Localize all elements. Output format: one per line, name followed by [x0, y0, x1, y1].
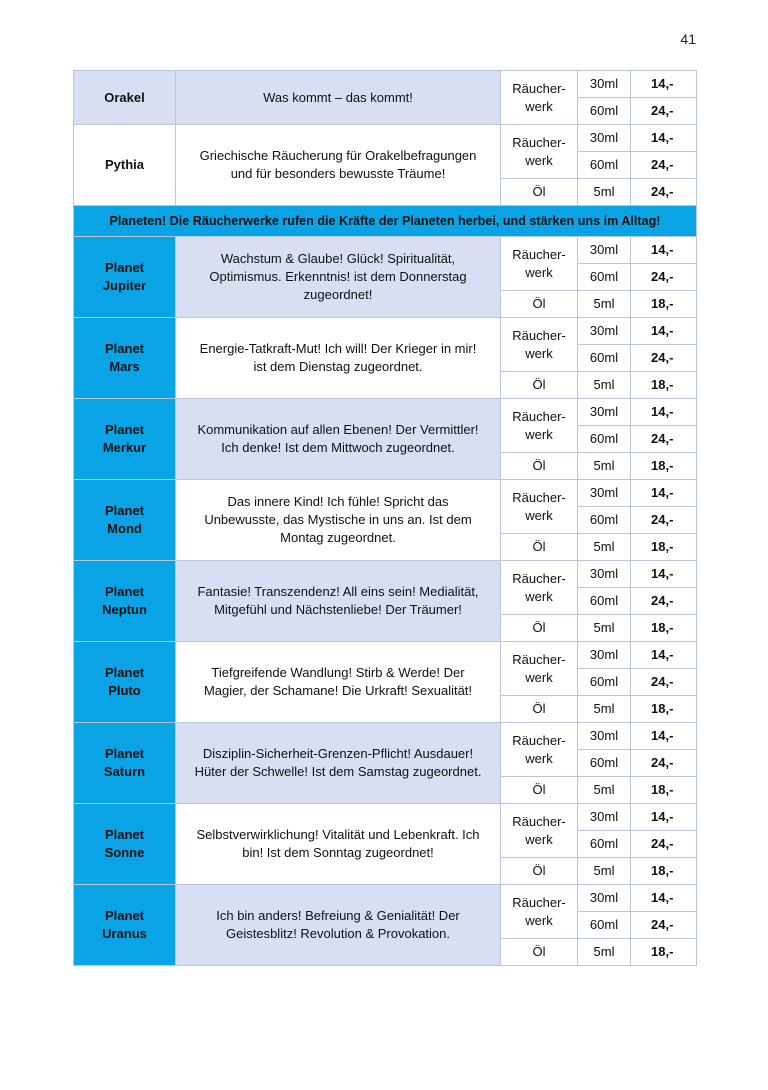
price-cell: 18,- — [631, 453, 697, 480]
price-cell: 24,- — [631, 98, 697, 125]
description-line: Kommunikation auf allen Ebenen! Der Vermittler! — [197, 422, 479, 437]
type-line: werk — [525, 588, 553, 604]
product-type — [501, 561, 578, 615]
planet-name-line: Mars — [109, 359, 140, 374]
planet-name-line: Planet — [104, 584, 144, 599]
type-line: Räucher- — [512, 651, 566, 667]
table-row-planet — [74, 480, 697, 507]
type-line: werk — [525, 264, 553, 280]
type-line: Räucher- — [512, 894, 566, 910]
table-row-orakel — [74, 71, 697, 98]
table-row-planet — [74, 561, 697, 588]
product-type — [501, 125, 578, 179]
planet-description — [176, 561, 501, 642]
price-cell: 18,- — [631, 372, 697, 399]
description-line: ist dem Dienstag zugeordnet. — [253, 359, 423, 374]
planet-name — [74, 885, 176, 966]
table-row-planet — [74, 318, 697, 345]
price-cell: 14,- — [631, 804, 697, 831]
description-line: Fantasie! Transzendenz! All eins sein! Medialität, — [197, 584, 479, 599]
size-cell: 30ml — [578, 723, 631, 750]
planet-name-line: Pluto — [108, 683, 141, 698]
price-cell: 24,- — [631, 588, 697, 615]
size-cell: 60ml — [578, 750, 631, 777]
product-type — [501, 642, 578, 696]
price-cell: 14,- — [631, 561, 697, 588]
price-cell: 14,- — [631, 399, 697, 426]
type-line: Räucher- — [512, 408, 566, 424]
planet-name — [74, 804, 176, 885]
description-line: Ich denke! Ist dem Mittwoch zugeordnet. — [221, 440, 455, 455]
planet-name-line: Planet — [104, 260, 144, 275]
oil-label: Öl — [501, 696, 578, 723]
type-line: werk — [525, 750, 553, 766]
size-cell: 60ml — [578, 912, 631, 939]
size-cell: 30ml — [578, 561, 631, 588]
description-line: Griechische Räucherung für Orakelbefragungen — [199, 148, 477, 163]
size-cell: 60ml — [578, 345, 631, 372]
size-cell: 5ml — [578, 534, 631, 561]
planet-name-line: Planet — [104, 746, 144, 761]
oil-label: Öl — [501, 291, 578, 318]
planet-name-line: Planet — [104, 341, 144, 356]
size-cell: 30ml — [578, 125, 631, 152]
planet-description — [176, 723, 501, 804]
size-cell: 60ml — [578, 98, 631, 125]
price-cell: 14,- — [631, 318, 697, 345]
size-cell: 5ml — [578, 696, 631, 723]
size-cell: 60ml — [578, 264, 631, 291]
description-line: Energie-Tatkraft-Mut! Ich will! Der Krieger in mir! — [199, 341, 477, 356]
description-line: Montag zugeordnet. — [280, 530, 396, 545]
page-number: 41 — [680, 31, 696, 47]
price-cell: 18,- — [631, 939, 697, 966]
product-type — [501, 804, 578, 858]
description-line: Mitgefühl und Nächstenliebe! Der Träumer! — [214, 602, 462, 617]
price-cell: 24,- — [631, 507, 697, 534]
type-line: Räucher- — [512, 246, 566, 262]
planet-name — [74, 642, 176, 723]
type-line: Räucher- — [512, 732, 566, 748]
product-type — [501, 399, 578, 453]
table-row-planet — [74, 885, 697, 912]
type-line: werk — [525, 152, 553, 168]
description-line: Magier, der Schamane! Die Urkraft! Sexualität! — [203, 683, 473, 698]
price-cell: 14,- — [631, 480, 697, 507]
planet-name — [74, 399, 176, 480]
description-line: Disziplin-Sicherheit-Grenzen-Pflicht! Ausdauer! — [202, 746, 474, 761]
type-line: Räucher- — [512, 327, 566, 343]
planet-name — [74, 237, 176, 318]
price-table — [73, 70, 697, 966]
description-line: Optimismus. Erkenntnis! ist dem Donnerstag — [209, 269, 467, 284]
product-type — [501, 71, 578, 125]
description-line: Unbewusste, das Mystische in uns an. Ist dem — [204, 512, 472, 527]
product-type — [501, 885, 578, 939]
planet-name-line: Uranus — [102, 926, 147, 941]
table-row-planet — [74, 804, 697, 831]
size-cell: 5ml — [578, 858, 631, 885]
size-cell: 60ml — [578, 152, 631, 179]
size-cell: 30ml — [578, 480, 631, 507]
type-line: werk — [525, 98, 553, 114]
size-cell: 60ml — [578, 669, 631, 696]
size-cell: 30ml — [578, 318, 631, 345]
planet-name-line: Neptun — [102, 602, 147, 617]
product-name-text: Pythia — [104, 157, 144, 172]
size-cell: 60ml — [578, 831, 631, 858]
type-line: werk — [525, 426, 553, 442]
table-row-pythia — [74, 125, 697, 152]
price-cell: 24,- — [631, 345, 697, 372]
planet-name-line: Planet — [104, 503, 144, 518]
oil-label: Öl — [501, 534, 578, 561]
description-text: Was kommt – das kommt! — [263, 89, 413, 105]
size-cell: 30ml — [578, 237, 631, 264]
type-line: werk — [525, 912, 553, 928]
description-line: Geistesblitz! Revolution & Provokation. — [226, 926, 450, 941]
product-description — [176, 71, 501, 125]
planet-name-line: Sonne — [104, 845, 145, 860]
type-line: Räucher- — [512, 80, 566, 96]
planet-name — [74, 723, 176, 804]
price-cell: 24,- — [631, 264, 697, 291]
size-cell: 60ml — [578, 426, 631, 453]
description-line: Tiefgreifende Wandlung! Stirb & Werde! Der — [211, 665, 465, 680]
table-row-planet — [74, 723, 697, 750]
price-cell: 18,- — [631, 291, 697, 318]
planet-description — [176, 642, 501, 723]
description-line: Wachstum & Glaube! Glück! Spiritualität, — [220, 251, 456, 266]
description-line: Das innere Kind! Ich fühle! Spricht das — [227, 494, 449, 509]
description-line: und für besonders bewusste Träume! — [230, 166, 446, 181]
price-cell: 18,- — [631, 858, 697, 885]
size-cell: 30ml — [578, 804, 631, 831]
size-cell: 30ml — [578, 642, 631, 669]
price-cell: 24,- — [631, 750, 697, 777]
price-cell: 18,- — [631, 777, 697, 804]
price-cell: 14,- — [631, 71, 697, 98]
size-cell: 5ml — [578, 777, 631, 804]
description-line: bin! Ist dem Sonntag zugeordnet! — [242, 845, 434, 860]
price-cell: 24,- — [631, 912, 697, 939]
planet-name — [74, 480, 176, 561]
planet-name-line: Planet — [104, 827, 144, 842]
price-cell: 14,- — [631, 125, 697, 152]
product-type — [501, 723, 578, 777]
type-line: Räucher- — [512, 134, 566, 150]
planet-description — [176, 804, 501, 885]
type-line: werk — [525, 507, 553, 523]
type-line: werk — [525, 669, 553, 685]
description-line: Ich bin anders! Befreiung & Genialität! Der — [216, 908, 460, 923]
table-row-planet — [74, 399, 697, 426]
oil-label: Öl — [501, 453, 578, 480]
price-cell: 18,- — [631, 615, 697, 642]
planet-name-line: Jupiter — [102, 278, 147, 293]
oil-label: Öl — [501, 858, 578, 885]
size-cell: 5ml — [578, 291, 631, 318]
banner-row — [74, 206, 697, 237]
planet-name-line: Saturn — [103, 764, 146, 779]
oil-label: Öl — [501, 939, 578, 966]
oil-label: Öl — [501, 777, 578, 804]
planet-description — [176, 318, 501, 399]
price-cell: 24,- — [631, 152, 697, 179]
type-line: Räucher- — [512, 813, 566, 829]
planet-name-line: Planet — [104, 908, 144, 923]
description-line: Hüter der Schwelle! Ist dem Samstag zugeordnet. — [194, 764, 482, 779]
product-name-text: Orakel — [104, 89, 145, 105]
description-line: zugeordnet! — [303, 287, 373, 302]
price-cell: 24,- — [631, 179, 697, 206]
table-row-planet — [74, 642, 697, 669]
price-cell: 14,- — [631, 885, 697, 912]
planet-name-line: Merkur — [102, 440, 147, 455]
size-cell: 60ml — [578, 588, 631, 615]
type-line: Räucher- — [512, 489, 566, 505]
oil-label: Öl — [501, 179, 578, 206]
price-cell: 14,- — [631, 237, 697, 264]
type-line: Räucher- — [512, 570, 566, 586]
size-cell: 30ml — [578, 71, 631, 98]
product-type — [501, 237, 578, 291]
description-line: Selbstverwirklichung! Vitalität und Lebenkraft. Ich — [196, 827, 480, 842]
product-type — [501, 480, 578, 534]
planet-banner: Planeten! Die Räucherwerke rufen die Kräfte der Planeten herbei, und stärken uns im Alltag! — [74, 206, 697, 237]
product-description — [176, 125, 501, 206]
planet-name — [74, 561, 176, 642]
type-line: werk — [525, 831, 553, 847]
product-type — [501, 318, 578, 372]
table-row-planet — [74, 237, 697, 264]
planet-name — [74, 318, 176, 399]
product-name — [74, 125, 176, 206]
oil-label: Öl — [501, 372, 578, 399]
product-name — [74, 71, 176, 125]
size-cell: 5ml — [578, 939, 631, 966]
price-cell: 24,- — [631, 426, 697, 453]
size-cell: 5ml — [578, 372, 631, 399]
size-cell: 30ml — [578, 399, 631, 426]
planet-name-line: Planet — [104, 422, 144, 437]
size-cell: 5ml — [578, 453, 631, 480]
oil-label: Öl — [501, 615, 578, 642]
price-cell: 24,- — [631, 669, 697, 696]
planet-description — [176, 237, 501, 318]
price-cell: 18,- — [631, 696, 697, 723]
size-cell: 5ml — [578, 615, 631, 642]
planet-description — [176, 480, 501, 561]
planet-name-line: Planet — [104, 665, 144, 680]
price-cell: 24,- — [631, 831, 697, 858]
price-cell: 18,- — [631, 534, 697, 561]
planet-description — [176, 399, 501, 480]
size-cell: 5ml — [578, 179, 631, 206]
type-line: werk — [525, 345, 553, 361]
planet-name-line: Mond — [107, 521, 142, 536]
size-cell: 60ml — [578, 507, 631, 534]
price-cell: 14,- — [631, 723, 697, 750]
price-cell: 14,- — [631, 642, 697, 669]
size-cell: 30ml — [578, 885, 631, 912]
planet-description — [176, 885, 501, 966]
